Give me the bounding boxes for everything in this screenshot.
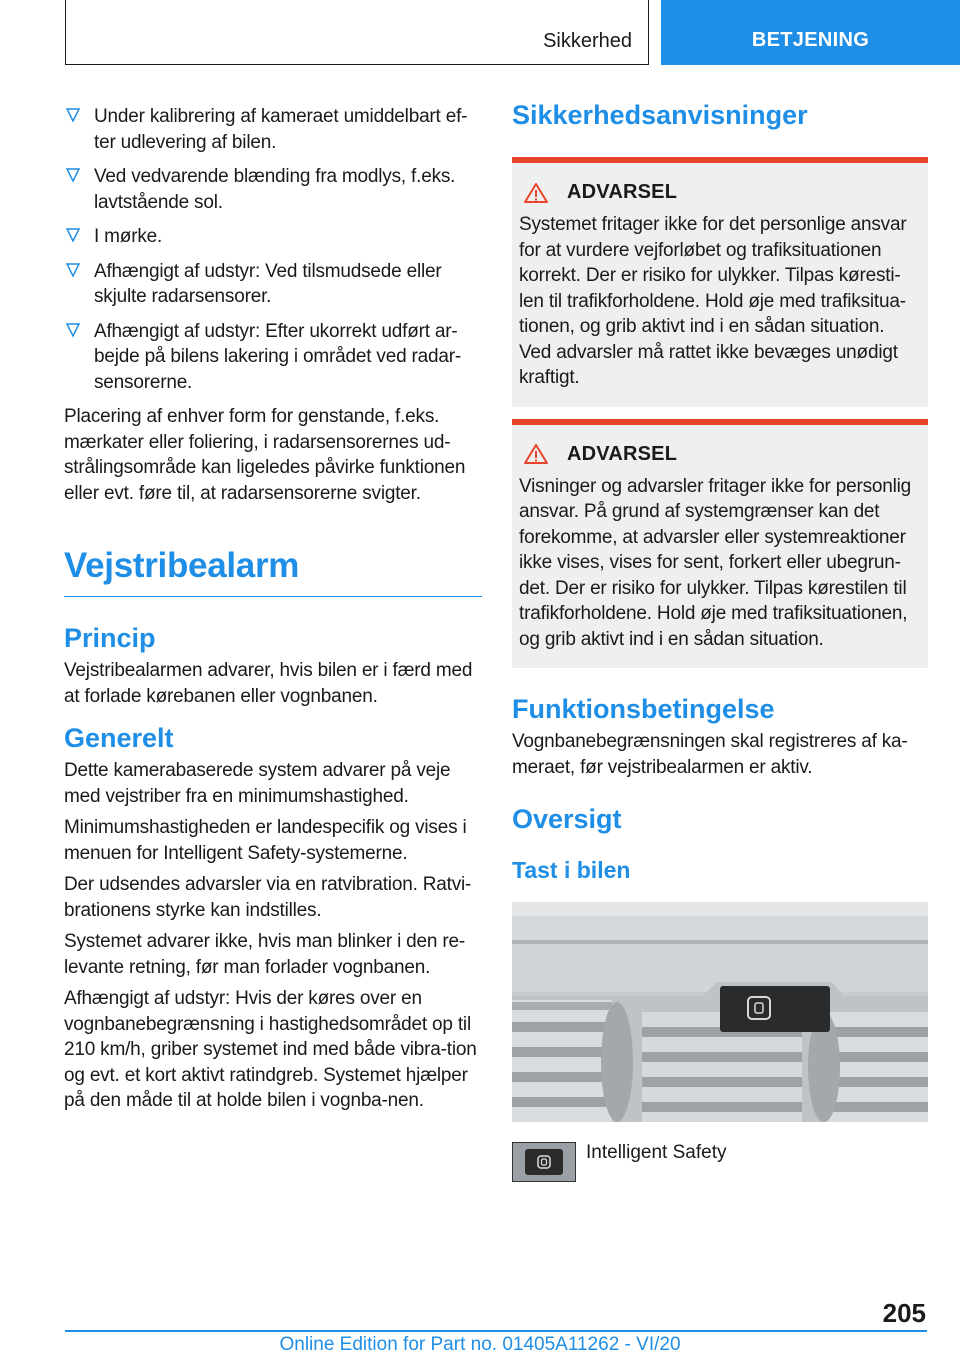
princip-text: Vejstribealarmen advarer, hvis bilen er i færd med at forlade kørebanen eller vognbanen. [64,660,473,707]
footer-edition: Online Edition for Part no. 01405A11262 - VI/20 [279,1334,681,1355]
list-item [64,164,482,215]
princip-heading: Princip [64,623,156,653]
list-item [64,224,482,250]
oversigt-heading: Oversigt [512,804,622,834]
warning-triangle-icon [523,443,549,465]
safety-heading: Sikkerhedsanvisninger [512,100,808,130]
warning-text: Visninger og advarsler fritager ikke for personlig ansvar. På grund af systemgrænser kan det forekomme, at advarsler eller systemreaktioner ikke vises, vises for sent, forkert eller ubegrun-det. Der er risiko for ulykker. Tilpas kørestilen til trafikforholdene. Hold øje med trafiksituationen, og grib aktivt ind i en sådan situation. [519,475,912,650]
placement-paragraph: Placering af enhver form for genstande, f.eks. mærkater eller foliering, i radarsensorernes ud-strålingsområde kan ligeledes påvirke funktionen eller evt. føre til, at radarsensorerne svigter. [64,406,466,504]
triangle-bullet-icon [66,107,80,123]
intelligent-safety-icon [512,1142,576,1182]
triangle-bullet-icon [66,322,80,338]
list-item-text: I mørke. [94,226,163,247]
generelt-heading: Generelt [64,723,174,753]
func-heading: Funktionsbetingelse [512,694,775,724]
condition-list [64,104,482,395]
left-column [64,100,482,1120]
warning-box [512,419,928,669]
list-item [64,259,482,310]
generelt-paragraph: Systemet advarer ikke, hvis man blinker i den re-levante retning, før man forlader vognbanen. [64,931,465,978]
list-item-text: Afhængigt af udstyr: Ved tilsmudsede eller skjulte radarsensorer. [94,260,442,307]
air-vent-left [512,1000,633,1122]
warning-text: Systemet fritager ikke for det personlige ansvar for at vurdere vejforløbet og trafiksituationen korrekt. Der er risiko for ulykker. Tilpas køresti-len til trafikforholdene. Hold øje med trafiksitua-tionen, og grib aktivt ind i en sådan situation. Ved advarsler må rattet ikke bevæges unødigt kraftigt. [519,214,907,388]
list-item-text: Under kalibrering af kameraet umiddelbart ef-ter udlevering af bilen. [94,106,468,153]
generelt-paragraph: Der udsendes advarsler via en ratvibration. Ratvi-brationens styrke kan indstilles. [64,874,472,921]
func-text: Vognbanebegrænsningen skal registreres af ka-meraet, før vejstribealarmen er aktiv. [512,731,908,778]
legend-label: Intelligent Safety [586,1142,727,1163]
list-item [64,319,482,396]
warning-title [519,181,921,204]
warning-label: ADVARSEL [567,181,678,203]
list-item [64,104,482,155]
section-title: Vejstribealarm [64,546,482,597]
warning-title [519,443,921,466]
header-frame [65,0,649,65]
list-item-text: Ved vedvarende blænding fra modlys, f.eks. lavtstående sol. [94,166,456,213]
list-item-text: Afhængigt af udstyr: Efter ukorrekt udført ar-bejde på bilens lakering i området ved radar-sensorerne. [94,320,461,393]
triangle-bullet-icon [66,262,80,278]
footer-divider [65,1330,927,1332]
warning-triangle-icon [523,182,549,204]
generelt-paragraph: Dette kamerabaserede system advarer på veje med vejstriber fra en minimumshastighed. [64,760,451,807]
warning-box [512,157,928,407]
warning-label: ADVARSEL [567,442,678,465]
tast-heading: Tast i bilen [512,857,631,883]
dashboard-button-photo [512,902,928,1122]
generelt-paragraph: Minimumshastigheden er landespecifik og vises i menuen for Intelligent Safety-systemerne. [64,817,467,864]
intelligent-safety-button[interactable] [720,986,830,1032]
header-section-title: Sikkerhed [543,30,632,52]
header-chapter-tab[interactable]: BETJENING [661,0,960,65]
triangle-bullet-icon [66,227,80,243]
page-number: 205 [882,1298,926,1328]
generelt-paragraph: Afhængigt af udstyr: Hvis der køres over en vognbanebegrænsning i hastighedsområdet op til 210 km/h, griber systemet ind med både vibra-tion og evt. et kort aktivt ratindgreb. Systemet hjælper på den måde til at holde bilen i vognba-nen. [64,988,477,1111]
triangle-bullet-icon [66,167,80,183]
legend [512,1142,928,1182]
right-column [512,100,928,1182]
